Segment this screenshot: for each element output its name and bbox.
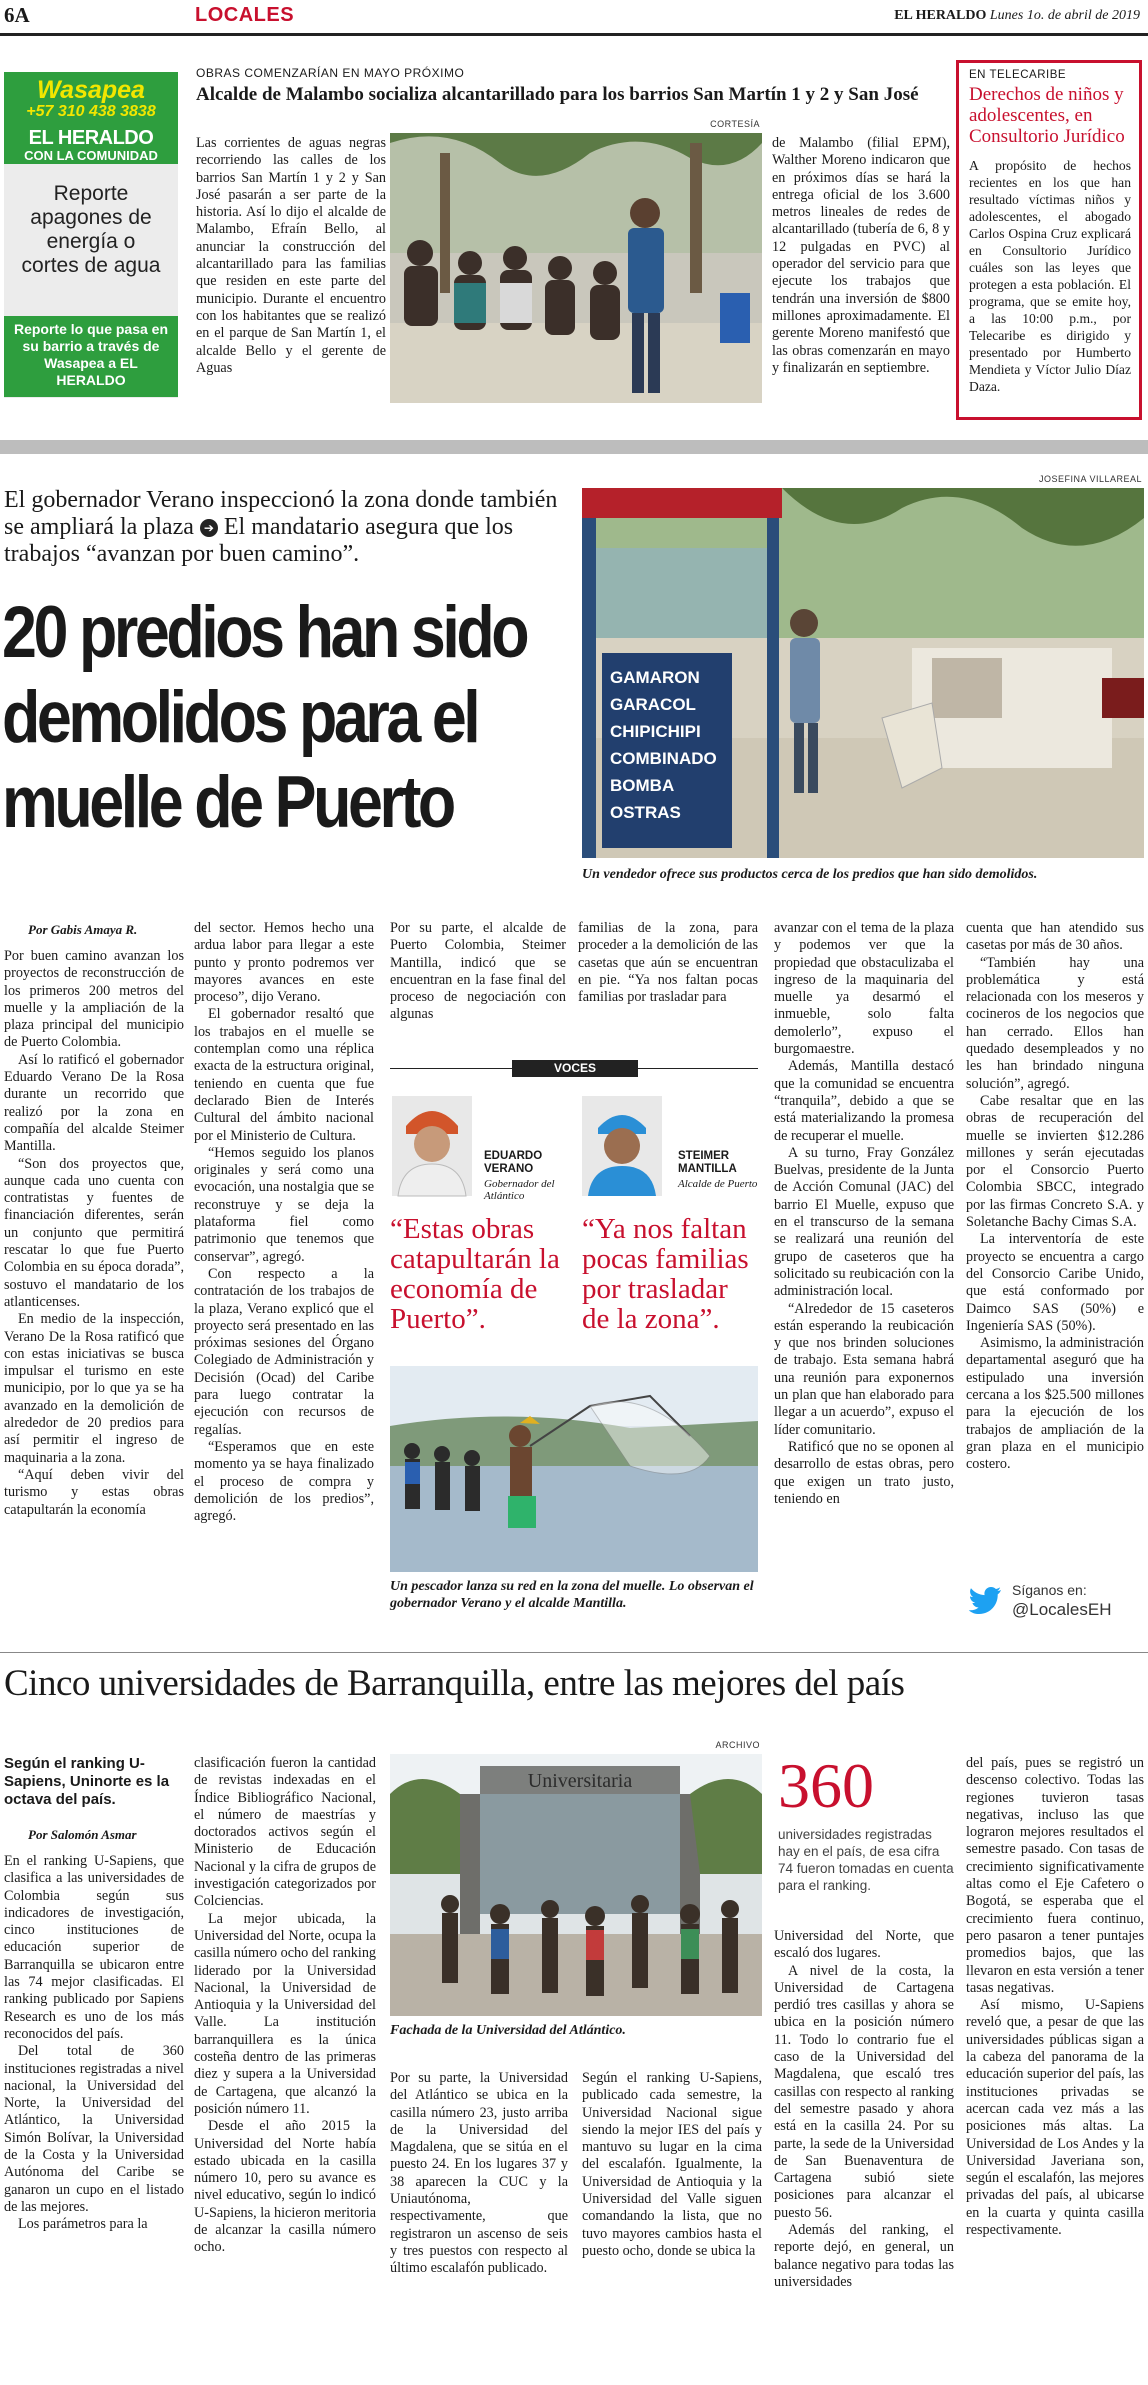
main-photo	[582, 488, 1144, 858]
stall-sign-line: OSTRAS	[610, 803, 681, 822]
main-deck-a: El gobernador Verano inspeccionó la zona donde también se ampliará la plaza	[4, 487, 558, 540]
univ-photo	[390, 1754, 762, 2016]
stall-sign-line: COMBINADO	[610, 749, 717, 768]
voice2-role: Alcalde de Puerto	[678, 1178, 758, 1190]
univ-photo-caption: Fachada de la Universidad del Atlántico.	[390, 2023, 626, 2038]
telecaribe-text: A propósito de hechos recientes en los que han resultado víctimas niños y adolescentes, el abogado Carlos Ospina Cruz explicará en Consultorio Jurídico cuáles son las leyes que protegen a esta población. El programa, que se emite hoy, a las 10:00 p.m., por Telecaribe es dirigido y presentado por Humberto Mendieta y Víctor Julio Díaz Daza.	[969, 158, 1131, 394]
univ-col5-p1: Universidad del Norte, que escaló dos lugares.	[774, 1928, 954, 1962]
univ-col6-p2: Así mismo, U-Sapiens reveló que, a pesar de que las universidades públicas sigan a la cabeza del panorama de la educación superior del país, las instituciones privadas se acercan cada vez más a las posiciones más altas. La Universidad de Los Andes y la Universidad Javeriana son, según el escalafón, las mejores privadas del país, al ubicarse en la cuarta y quinta casilla respectivamente.	[966, 1997, 1144, 2239]
arrow-circle-icon: ➔	[200, 519, 218, 537]
voice2-quote: “Ya nos faltan pocas familias por trasladar de la zona”.	[582, 1213, 749, 1335]
main-photo-caption: Un vendedor ofrece sus productos cerca de los predios que han sido demolidos.	[582, 867, 1038, 882]
stall-sign-line: GAMARON	[610, 668, 700, 687]
univ-col2-p3: Desde el año 2015 la Universidad del Norte había estado ubicada en la casilla número 10, pero su avance es nivel educativo, según lo indicó U-Sapiens, la hicieron meritoria de alcanzar la casilla número ocho.	[194, 2118, 377, 2256]
main-col6-p1: cuenta que han atendido sus casetas por más de 30 años.	[966, 920, 1144, 954]
stat-text: universidades registradas hay en el país, de esa cifra 74 fueron tomadas en cuenta para el ranking.	[778, 1827, 954, 1893]
main-col1	[4, 918, 184, 1618]
main-col1-p1: Por buen camino avanzan los proyectos de reconstrucción de los primeros 200 metros del muelle y la ampliación de la plaza principal del municipio de Puerto Colombia.	[4, 948, 184, 1051]
main-col6-p3: Cabe resaltar que en las obras de recuperación del muelle se invierten $12.286 millones y serán ejecutadas por el Consorcio Puerto Colombia SBCC, integrado por las firmas Concreto S.A. y Soletanche Bachy Cimas S.A.	[966, 1092, 1144, 1231]
univ-col5-p3: Además del ranking, el reporte dejó, en general, un balance negativo para todas las universidades	[774, 2222, 954, 2290]
main-col6-p2: “También hay una problemática y está relacionada con los meseros y cocineros de los negocios que han cerrado. Ellos han quedado desempleados y no les han brindado ninguna solución”, agregó.	[966, 954, 1144, 1092]
stall-sign-line: BOMBA	[610, 776, 675, 795]
main-col4-top	[578, 920, 758, 1030]
main-col5-p2: Además, Mantilla destacó que la comunidad se encuentra “tranquila”, debido a que se está materializando la promesa de recuperar el muelle.	[774, 1058, 954, 1144]
section-separator-bar	[0, 440, 1148, 454]
univ-col4-p1: Según el ranking U-Sapiens, publicado cada semestre, la Universidad Nacional sigue siendo la mejor IES del país y mantuvo su lugar en la cima del escalafón. Igualmente, la Universidad de Antioquia y la Universidad del Valle siguen comandando la lista, que no tuvo mayores cambios hasta el puesto ocho, donde se ubica la	[582, 2070, 762, 2259]
main-col2-p3: “Hemos seguido los planos originales y será como una evocación, una nostalgia que se reconstruye y se deja la plataforma fiel como patrimonio que tenemos que conservar”, agregó.	[194, 1144, 374, 1265]
twitter-follow[interactable]	[968, 1580, 1144, 1624]
fisherman-photo-caption: Un pescador lanza su red en la zona del muelle. Lo observan el gobernador Verano y el alcalde Mantilla.	[390, 1579, 754, 1611]
story1-col1-text: Las corrientes de aguas negras recorriendo las calles de los barrios San Martín 1 y 2 y San José pasarán a ser parte de la historia. Así lo dijo el alcalde de Malambo, Efraín Bello, al anunciar la construcción del alcantarillado para las familias que residen en este parte del municipio. Durante el encuentro con los habitantes que se realizó en el parque de San Martín 1, el alcalde Bello y el gerente de Aguas	[196, 135, 386, 376]
main-col6-p5: Asimismo, la administración departamental aseguró que ha estipulado una inversión cercana a los $25.500 millones para la ejecución de los trabajos de ampliación de la gran plaza en el municipio costero.	[966, 1335, 1144, 1473]
section-name: LOCALES	[195, 4, 295, 26]
main-col1-p4: En medio de la inspección, Verano De la Rosa ratificó que con estas iniciativas se busca impulsar el turismo en este municipio, por lo que ya se ha avanzado en la demolición de alrededor de 20 predios para así permitir el ingreso de maquinaria a la zona.	[4, 1311, 184, 1466]
main-col6	[966, 920, 1144, 1550]
main-col5-p3: A su turno, Fray González Buelvas, presidente de la Junta de Acción Comunal (JAC) del barrio El Muelle, expuso que en el transcurso de la semana se realizará una reunión del grupo de caseteros que ha solicitado su reubicación con la administración local.	[774, 1144, 954, 1300]
paper-name: EL HERALDO	[894, 8, 987, 23]
univ-col1	[4, 1755, 184, 2380]
univ-col1-p3: Los parámetros para la	[18, 2216, 148, 2233]
twitter-handle: @LocalesEH	[1012, 1600, 1112, 1619]
voice2-name: STEIMER MANTILLA	[678, 1150, 737, 1175]
main-col5-p5: Ratificó que no se oponen al desarrollo de estas obras, pero que exigen un trato justo, teniendo en	[774, 1438, 954, 1507]
main-col2-p5: “Esperamos que en este momento ya se haya finalizado el proceso de compra y demolición de los predios”, agregó.	[194, 1438, 374, 1525]
univ-photo-credit: ARCHIVO	[715, 1740, 760, 1750]
main-col1-p3: “Son dos proyectos que, aunque cada uno cuenta con contratistas y fuentes de financiación diferentes, serán un conjunto que permitirá rescatar lo que fue Puerto Colombia en su época dorada”, sostuvo el mandatario de los atlanticenses.	[4, 1155, 184, 1310]
story1-kicker: OBRAS COMENZARÍAN EN MAYO PRÓXIMO	[196, 66, 465, 80]
story1-col2	[772, 135, 950, 405]
story1-col1	[196, 135, 386, 405]
header-rule	[0, 33, 1148, 36]
stall-sign-line: CHIPICHIPI	[610, 722, 701, 741]
stat-number: 360	[778, 1750, 874, 1821]
telecaribe-box[interactable]	[956, 60, 1142, 420]
issue-date: Lunes 1o. de abril de 2019	[989, 8, 1140, 23]
promo-line1: EL HERALDO	[28, 127, 154, 149]
univ-col2-p1: clasificación fueron la cantidad de revistas indexadas en el Índice Bibliográfico Nacional, el número de maestrías y doctorados activos según el Ministerio de Educación Nacional y la cifra de grupos de investigación categorizados por Colciencias.	[194, 1755, 376, 1910]
wasapea-promo[interactable]	[4, 72, 178, 398]
voces-label: VOCES	[512, 1060, 638, 1077]
story1-headline: Alcalde de Malambo socializa alcantarillado para los barrios San Martín 1 y 2 y San José	[196, 84, 919, 105]
univ-col5	[774, 1928, 954, 2378]
story1-col2-text: de Malambo (filial EPM), Walther Moreno indicaron que en próximos días se hará la entrega oficial de los 3.600 metros lineales de redes de alcantarillado (tubería de 6, 8 y 12 pulgadas en PVC) al operador del servicio para que ejecute los trabajos que tendrán una inversión de $800 millones aproximadamente. El gerente Moreno manifestó que las obras comenzarán en mayo y finalizarán en septiembre.	[772, 135, 950, 376]
stall-sign-line: GARACOL	[610, 695, 696, 714]
voice2-avatar	[582, 1096, 662, 1196]
promo-phone: +57 310 438 3838	[26, 103, 156, 120]
univ-col3-p1: Por su parte, la Universidad del Atlántico se ubica en la casilla número 23, justo arriba de la Universidad del Magdalena, que se sitúa en el puesto 24. En los lugares 37 y 38 aparecen la CUC y la Uniautónoma, respectivamente, que registraron un ascenso de seis y tres puestos con respecto al último escalafón publicado.	[390, 2070, 568, 2277]
vendor-stall-photo-image	[582, 488, 1144, 858]
mayor-portrait	[582, 1096, 662, 1196]
meeting-photo-image	[390, 133, 762, 403]
main-deck-b: El mandatario asegura que los trabajos “avanzan por buen camino”.	[4, 514, 514, 567]
wasapea-brand: Wasapea	[37, 76, 145, 104]
univ-col2	[194, 1755, 376, 2380]
voice1-name: EDUARDO VERANO	[484, 1150, 543, 1175]
univ-deck: Según el ranking U-Sapiens, Uninorte es la octava del país.	[4, 1755, 170, 1808]
main-col6-p4: La interventoría de este proyecto se encuentra a cargo del Consorcio Caribe Unido, que está conformado por Daimco SAS (50%) e Ingeniería SAS (50%).	[966, 1231, 1144, 1334]
main-col5-p1: avanzar con el tema de la plaza y podemos ver que la propiedad que obstaculizaba el ingreso de la maquinaria del muelle ya desarmó el inmueble, solo falta demolerlo”, expuso el burgomaestre.	[774, 920, 954, 1058]
main-col5	[774, 920, 954, 1626]
main-col2-p4: Con respecto a la contratación de los trabajos de la plaza, Verano explicó que el proyecto será presentado en las próximas sesiones del Órgano Colegiado de Administración y Decisión (Ocad) del Caribe para luego contratar la ejecución con recursos de regalías.	[194, 1265, 374, 1438]
telecaribe-kicker: EN TELECARIBE	[969, 69, 1067, 81]
main-col1-p5: “Aquí deben vivir del turismo y estas obras catapultarán la economía	[4, 1466, 184, 1518]
univ-col5-p2: A nivel de la costa, la Universidad de Cartagena perdió tres casillas y ahora se ubica en la posición número 11. Todo lo contrario fue el caso de la Universidad del Magdalena, que escaló tres casillas con respecto al ranking del semestre pasado y ahora está en la casilla 24. Por su parte, la sede de la Universidad de San Buenaventura de Cartagena subió siete posiciones para alcanzar el puesto 56.	[774, 1962, 954, 2221]
promo-green-bottom: Reporte lo que pasa en su barrio a través de Wasapea a EL HERALDO	[4, 316, 178, 397]
univ-headline: Cinco universidades de Barranquilla, entre las mejores del país	[4, 1663, 905, 1704]
univ-col1-p1: En el ranking U-Sapiens, que clasifica a las universidades de Colombia según sus indicadores de investigación, cinco instituciones de educación superior de Barranquilla se ubicaron entre las 74 mejor clasificadas. El ranking publicado por Sapiens Research es uno de los más reconocidos del país.	[4, 1853, 184, 2042]
fisherman-photo	[390, 1366, 758, 1572]
univ-col6-p1: del país, pues se registró un descenso colectivo. Todas las regiones tuvieron tasas negativas, incluso las que lograron mejores resultados el semestre pasado. Con tasas de crecimiento significativamente altas como el Eje Cafetero o Bogotá, se esperaba que el crecimiento fuera continuo, pero pasaron a tener puntajes promedios bajos, que las llevaron en esta versión a tener tasas negativas.	[966, 1755, 1144, 1996]
story1-photo-credit: CORTESÍA	[710, 119, 760, 129]
main-col3-top	[390, 920, 566, 1030]
main-col2-p1: del sector. Hemos hecho una ardua labor para llegar a este punto y pronto podremos ver mayores avances en este proceso”, dijo Verano.	[194, 920, 374, 1006]
voice1-avatar	[392, 1096, 472, 1196]
main-photo-credit: JOSEFINA VILLAREAL	[1038, 474, 1142, 484]
promo-middle-text: Reporte apagones de energía o cortes de agua	[21, 182, 161, 277]
main-col3-top-text: Por su parte, el alcalde de Puerto Colombia, Steimer Mantilla, indicó que se encuentran en la fase final del proceso de negociación con algunas	[390, 920, 566, 1023]
univ-col6	[966, 1755, 1144, 2380]
univ-col2-p2: La mejor ubicada, la Universidad del Norte, ocupa la casilla número ocho del ranking liderado por la Universidad Nacional, la Universidad de Antioquia y la Universidad del Valle. La institución barranquillera es la única costeña dentro de las primeras diez y supera a la Universidad de Cartagena, que alcanzó la posición número 11.	[194, 1910, 377, 2117]
voice1-role: Gobernador del Atlántico	[484, 1178, 555, 1202]
main-headline: 20 predios han sido demolidos para el muelle de Puerto	[2, 592, 527, 843]
univ-col1-p2: Del total de 360 instituciones registradas a nivel nacional, la Universidad del Norte, la Universidad del Atlántico, la Universidad Simón Bolívar, la Universidad de la Costa y la Universidad Autónoma del Caribe se ganaron un cupo en el listado de las mejores.	[4, 2043, 184, 2215]
promo-green-top	[4, 72, 178, 164]
masthead-info	[894, 8, 1140, 24]
main-col2-p2: El gobernador resaltó que los trabajos en el muelle se contemplan como una réplica exacta de la estructura original, teniendo en cuenta que fue declarado Bien de Interés Cultural del ámbito nacional por el Ministerio de Cultura.	[194, 1006, 374, 1144]
main-deck	[4, 487, 574, 568]
main-col5-p4: “Alrededor de 15 caseteros están esperando la reubicación y que nos brinden soluciones de trabajo. Esta semana habrá una reunión para exponernos un plan que han elaborado para llegar a un acuerdo”, expuso el líder comunitario.	[774, 1300, 954, 1438]
twitter-line1: Síganos en:	[1012, 1582, 1087, 1598]
main-byline: Por Gabis Amaya R.	[28, 922, 138, 937]
main-col1-p2: Así lo ratificó el gobernador Eduardo Verano De la Rosa durante un recorrido que realizó por la zona en compañía del alcalde Steimer Mantilla.	[4, 1051, 184, 1155]
page-number: 6A	[4, 3, 30, 27]
univ-photo-sign-text: Universitaria	[527, 1770, 633, 1792]
univ-top-rule	[0, 1652, 1148, 1653]
main-col1-body	[4, 948, 184, 1519]
univ-col4	[582, 2070, 762, 2259]
main-col4-top-text: familias de la zona, para proceder a la demolición de las casetas que aún se encuentran en pie. “Ya nos faltan pocas familias por trasladar para	[578, 920, 758, 1006]
university-facade-image	[390, 1754, 762, 2016]
governor-portrait	[392, 1096, 472, 1196]
story1-photo	[390, 133, 762, 403]
univ-byline: Por Salomón Asmar	[28, 1827, 137, 1842]
fisherman-photo-image	[390, 1366, 758, 1572]
voice1-quote: “Estas obras catapultarán la economía de Puerto”.	[390, 1213, 560, 1335]
promo-line2: CON LA COMUNIDAD	[24, 148, 158, 163]
main-col2	[194, 920, 374, 1620]
telecaribe-headline: Derechos de niños y adolescentes, en Consultorio Jurídico	[969, 84, 1125, 147]
univ-col1-body	[4, 1853, 184, 2234]
twitter-bird-icon	[968, 1586, 1002, 1620]
univ-col3	[390, 2070, 568, 2277]
